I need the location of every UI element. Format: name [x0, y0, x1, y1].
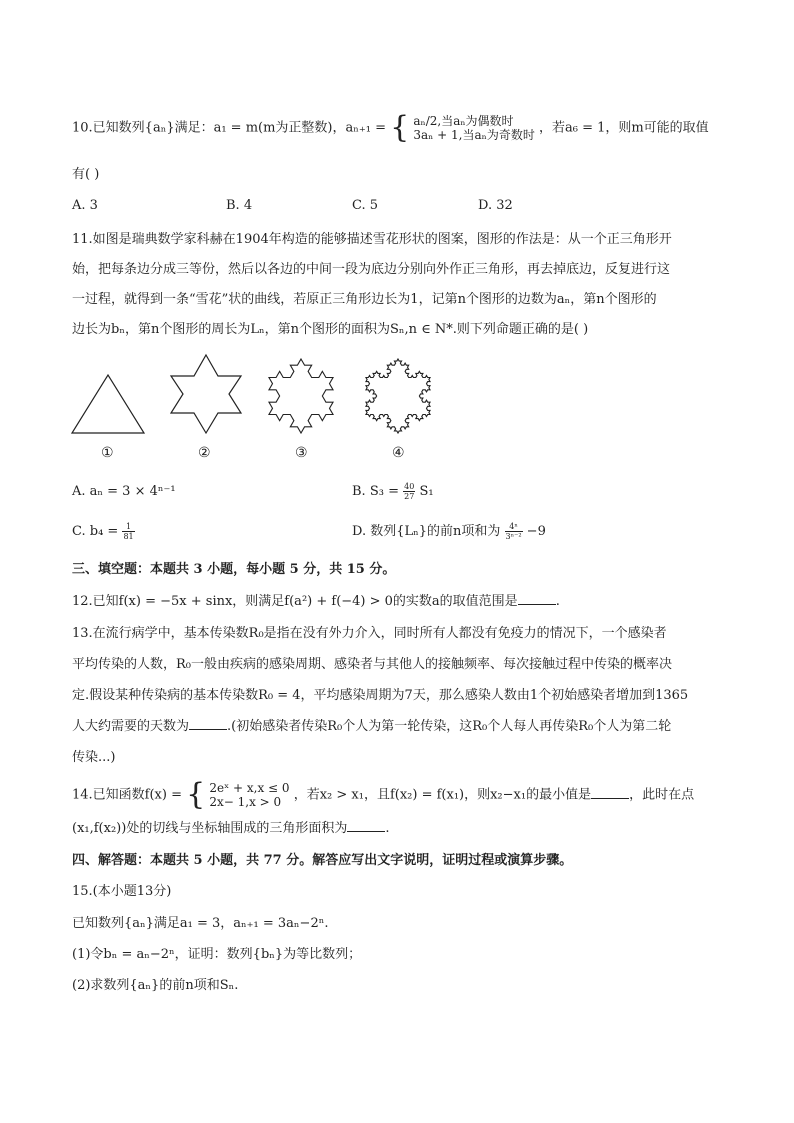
q14-stem-line1	[72, 777, 695, 812]
q11-stem-line1: 11.如图是瑞典数学家科赫在1904年构造的能够描述雪花形状的图案，图形的作法是：从一个正三角形开	[72, 232, 672, 247]
q14-case2: 2x− 1,x > 0	[209, 795, 282, 809]
q11-option-d	[352, 522, 546, 542]
figure-label-3: ③	[295, 445, 308, 461]
q13-line4-suffix: .(初始感染者传染R₀个人为第一轮传染，这R₀个人每人再传染R₀个人为第二轮	[227, 719, 672, 734]
q10-option-a: A. 3	[72, 198, 98, 213]
q12-answer-blank[interactable]	[518, 592, 556, 605]
q11-option-d-suffix: −9	[526, 524, 546, 539]
q12-stem	[72, 592, 560, 612]
figure-label-1: ①	[101, 445, 114, 461]
q11-option-b-suffix: S₁	[419, 484, 434, 499]
q13-stem-line4	[72, 717, 671, 737]
q11-option-c-prefix: C. b₄ =	[72, 524, 119, 539]
q13-stem-line2: 平均传染的人数，R₀一般由疾病的感染周期、感染者与其他人的接触频率、每次接触过程中传染的概率决	[72, 657, 673, 672]
q11-option-d-fraction	[505, 522, 523, 541]
q10-case2: 3aₙ + 1,当aₙ为奇数时	[413, 128, 535, 142]
q14-stem-line2	[72, 819, 389, 839]
q11-option-b-fraction	[403, 482, 415, 501]
figure-label-2: ②	[198, 445, 211, 461]
q14-case1: 2eˣ + x,x ≤ 0	[209, 781, 290, 795]
koch-figure-3	[263, 352, 339, 436]
q14-line2-end: .	[385, 821, 390, 836]
q11-option-b	[352, 482, 434, 502]
section-4-heading: 四、解答题：本题共 5 小题，共 77 分。解答应写出文字说明，证明过程或演算步骤。	[72, 853, 573, 868]
q14-middle: ，若x₂ > x₁，且f(x₂) = f(x₁)，则x₂−x₁的最小值是	[293, 787, 592, 803]
q11-option-c-fraction	[122, 522, 134, 541]
q14-brace: {	[186, 777, 206, 812]
q10-option-c: C. 5	[352, 198, 379, 213]
q10-option-b: B. 4	[226, 198, 253, 213]
q15-header: 15.(本小题13分)	[72, 884, 172, 899]
q13-stem-line5: 传染...)	[72, 750, 116, 765]
q10-option-d: D. 32	[478, 198, 513, 213]
q14-answer-blank-2[interactable]	[347, 819, 385, 832]
q15-part2: (2)求数列{aₙ}的前n项和Sₙ.	[72, 978, 239, 993]
q14-answer-blank-1[interactable]	[591, 786, 629, 799]
q15-part1: (1)令bₙ = aₙ−2ⁿ，证明：数列{bₙ}为等比数列；	[72, 947, 362, 962]
q10-stem-line1	[72, 110, 709, 145]
q14-prefix: 14.已知函数f(x) =	[72, 787, 182, 803]
section-3-heading: 三、填空题：本题共 3 小题，每小题 5 分，共 15 分。	[72, 562, 396, 577]
fraction-denominator: 81	[123, 532, 134, 541]
q11-option-c	[72, 522, 135, 542]
fraction-numerator: 40	[404, 482, 415, 491]
q11-option-d-prefix: D. 数列{Lₙ}的前n项和为	[352, 524, 501, 539]
q11-option-b-prefix: B. S₃ =	[352, 484, 399, 499]
koch-figure-1	[68, 370, 148, 436]
fraction-numerator: 1	[122, 522, 134, 532]
koch-snowflake-outline	[366, 359, 430, 433]
q10-prefix: 10.已知数列{aₙ}满足：a₁ = m(m为正整数)，aₙ₊₁ =	[72, 120, 386, 136]
q15-given: 已知数列{aₙ}满足a₁ = 3，aₙ₊₁ = 3aₙ−2ⁿ.	[72, 916, 329, 931]
q11-stem-line3: 一过程，就得到一条“雪花”状的曲线，若原正三角形边长为1，记第n个图形的边数为aₙ，第n个图形的	[72, 292, 657, 307]
q11-stem-line2: 始，把每条边分成三等份，然后以各边的中间一段为底边分别向外作正三角形，再去掉底边，反复进行这	[72, 262, 671, 277]
q12-end: .	[555, 594, 560, 609]
figure-label-4: ④	[392, 445, 405, 461]
q10-cases	[413, 114, 534, 142]
q11-stem-line4: 边长为bₙ，第n个图形的周长为Lₙ，第n个图形的面积为Sₙ,n ∈ N*.则下列命题正确的是( )	[72, 322, 589, 337]
q13-stem-line1: 13.在流行病学中，基本传染数R₀是指在没有外力介入，同时所有人都没有免疫力的情况下，一个感染者	[72, 626, 667, 641]
fraction-denominator: 27	[404, 492, 415, 501]
q10-case1: aₙ/2,当aₙ为偶数时	[413, 114, 514, 128]
q14-line2-prefix: (x₁,f(x₂))处的切线与坐标轴围成的三角形面积为	[72, 821, 348, 836]
q13-line4-prefix: 人大约需要的天数为	[72, 719, 190, 734]
koch-snowflake-outline	[269, 359, 333, 433]
fraction-denominator: 3ⁿ⁻²	[505, 532, 522, 541]
q13-stem-line3: 定.假设某种传染病的基本传染数R₀ = 4，平均感染周期为7天，那么感染人数由1个初始感染者增加到1365	[72, 688, 689, 703]
q11-option-a: A. aₙ = 3 × 4ⁿ⁻¹	[72, 484, 176, 499]
koch-figure-4	[358, 352, 438, 436]
q14-middle-end: ，此时在点	[629, 787, 695, 803]
q14-cases	[209, 781, 289, 809]
koch-figure-2	[168, 352, 244, 436]
q10-suffix: ，若a₆ = 1，则m可能的取值	[538, 120, 709, 136]
q10-stem-line2: 有( )	[72, 167, 100, 182]
q13-answer-blank[interactable]	[189, 717, 227, 730]
q12-text: 12.已知f(x) = −5x + sinx，则满足f(a²) + f(−4) > 0的实数a的取值范围是	[72, 594, 518, 609]
q10-brace: {	[390, 110, 410, 145]
fraction-numerator: 4ⁿ	[505, 522, 523, 532]
